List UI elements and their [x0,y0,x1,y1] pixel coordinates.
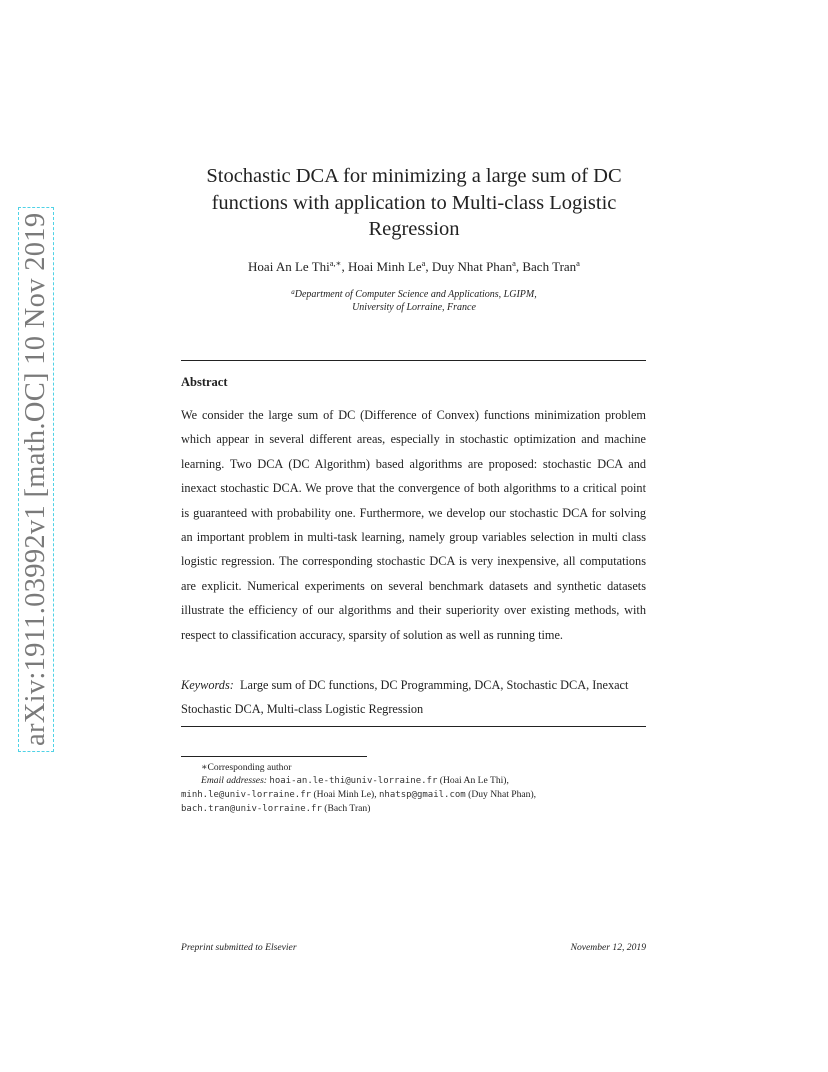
email-owner: (Bach Tran) [324,803,371,814]
email-owner: (Hoai Minh Le), [313,789,377,800]
author-affiliation-mark: a,∗ [329,258,342,268]
footnote [181,761,646,816]
preprint-note: Preprint submitted to Elsevier [181,942,297,953]
email-link[interactable]: hoai-an.le-thi@univ-lorraine.fr [269,776,438,786]
author-name: Hoai An Le Thi [248,259,330,274]
keywords-label: Keywords: [181,678,234,692]
abstract-bottom-rule [181,726,646,727]
abstract-heading: Abstract [181,375,228,389]
abstract-top-rule [181,360,646,361]
preprint-date: November 12, 2019 [570,942,646,953]
author-separator: , [341,259,348,274]
arxiv-identifier-stamp: arXiv:1911.03992v1 [math.OC] 10 Nov 2019 [18,207,54,752]
author-affiliation-mark: a [576,258,580,268]
email-link[interactable]: bach.tran@univ-lorraine.fr [181,804,322,814]
author-separator: , [425,259,432,274]
author-name: Bach Tran [522,259,577,274]
email-owner: (Duy Nhat Phan), [468,789,537,800]
author-separator: , [515,259,523,274]
keywords-text: Large sum of DC functions, DC Programming, DCA, Stochastic DCA, Inexact Stochastic DCA, Multi-class Logistic Regression [181,678,629,717]
author-list [182,259,646,275]
keywords [181,673,646,722]
paper-title: Stochastic DCA for minimizing a large sum of DC functions with application to Multi-class Logistic Regression [206,165,622,240]
affiliation-line-1: Department of Computer Science and Applications, LGIPM, [294,289,537,300]
author-affiliation-mark: a [421,258,426,268]
affiliation [182,289,646,314]
author-name: Hoai Minh Le [347,259,422,274]
email-link[interactable]: nhatsp@gmail.com [379,790,466,800]
affiliation-mark: a [291,288,295,296]
affiliation-line-2: University of Lorraine, France [352,301,476,313]
footnote-rule [181,756,367,757]
abstract-text: We consider the large sum of DC (Difference of Convex) functions minimization problem which appear in several different areas, especially in stochastic optimization and machine learning. Two DCA (DC Algorithm) based algorithms are proposed: stochastic DCA and inexact stochastic DCA. We prove that the convergence of both algorithms to a critical point is guaranteed with probability one. Furthermore, we develop our stochastic DCA for solving an important problem in multi-task learning, namely group variables selection in multi class logistic regression. The corresponding stochastic DCA is very inexpensive, all computations are explicit. Numerical experiments on several benchmark datasets and synthetic datasets illustrate the efficiency of our algorithms and their superiority over existing methods, with respect to classification accuracy, sparsity of solution as well as running time. [181,408,646,642]
author-name: Duy Nhat Phan [431,259,513,274]
email-owner: (Hoai An Le Thi), [439,775,509,786]
email-link[interactable]: minh.le@univ-lorraine.fr [181,790,312,800]
email-label: Email addresses: [201,775,267,786]
corresponding-author-note: ∗Corresponding author [201,762,292,773]
author-affiliation-mark: a [512,258,516,268]
